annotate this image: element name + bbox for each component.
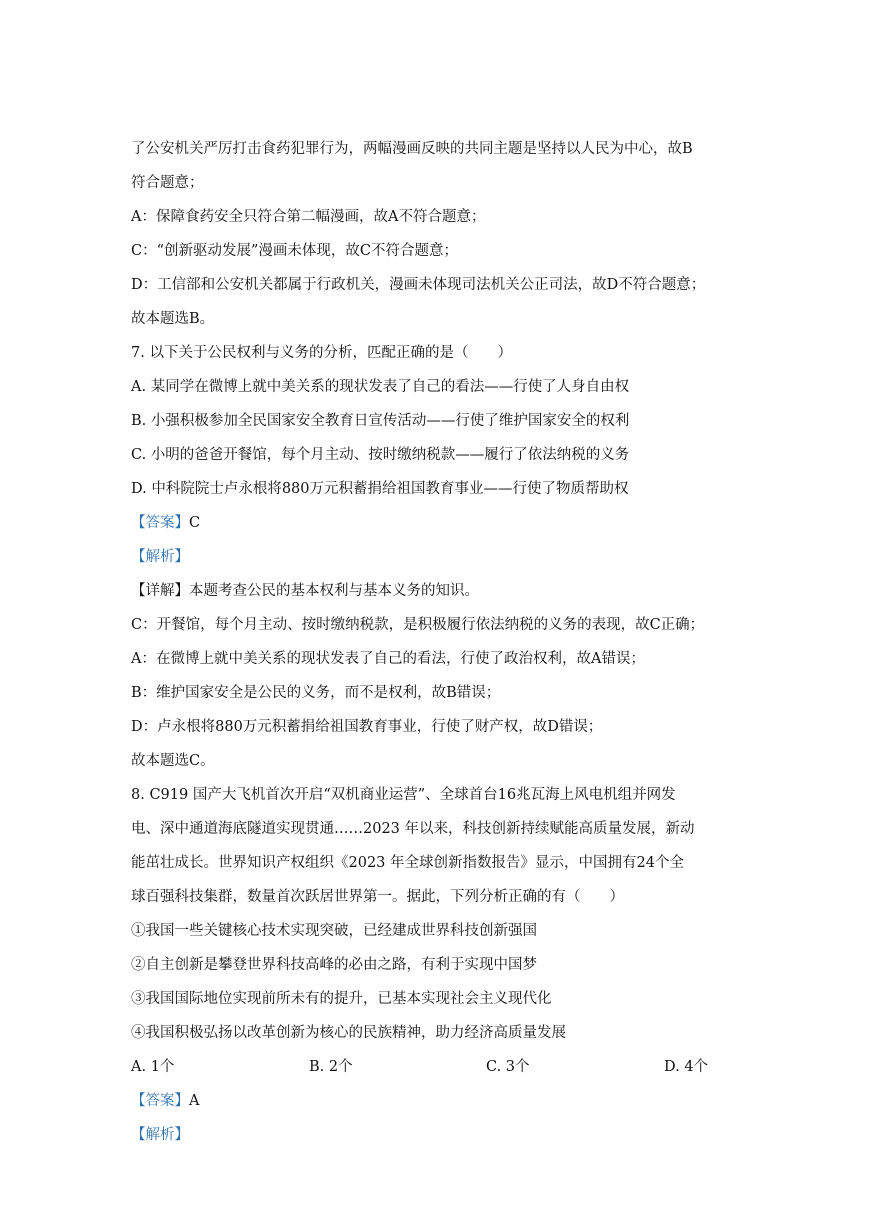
question-8-stem: 电、深中通道海底隧道实现贯通……2023 年以来，科技创新持续赋能高质量发展，新动 bbox=[131, 821, 695, 837]
detail-text: 本题考查公民的基本权利与基本义务的知识。 bbox=[189, 583, 479, 599]
text-line: 故本题选B。 bbox=[131, 311, 215, 327]
question-8-option-a: A. 1个 bbox=[131, 1059, 175, 1075]
analysis-tag: 【解析】 bbox=[131, 549, 189, 565]
text-line: A：在微博上就中美关系的现状发表了自己的看法，行使了政治权利，故A错误； bbox=[131, 651, 645, 667]
question-7-option-c: C. 小明的爸爸开餐馆，每个月主动、按时缴纳税款——履行了依法纳税的义务 bbox=[131, 447, 630, 463]
text-line: A：保障食药安全只符合第二幅漫画，故A不符合题意； bbox=[131, 209, 486, 225]
question-8-statement: ③我国国际地位实现前所未有的提升，已基本实现社会主义现代化 bbox=[131, 991, 552, 1007]
question-7-option-b: B. 小强积极参加全民国家安全教育日宣传活动——行使了维护国家安全的权利 bbox=[131, 413, 630, 429]
question-8-option-b: B. 2个 bbox=[309, 1059, 353, 1075]
question-8-option-c: C. 3个 bbox=[486, 1059, 530, 1075]
question-8-statement: ②自主创新是攀登世界科技高峰的必由之路，有利于实现中国梦 bbox=[131, 957, 537, 973]
answer-tag: 【答案】 bbox=[131, 1093, 189, 1109]
question-8-stem: 球百强科技集群，数量首次跃居世界第一。据此，下列分析正确的有（ ） bbox=[131, 889, 624, 905]
question-7-option-a: A. 某同学在微博上就中美关系的现状发表了自己的看法——行使了人身自由权 bbox=[131, 379, 630, 395]
answer-value: A bbox=[189, 1093, 200, 1109]
question-7-answer bbox=[131, 513, 200, 533]
text-line: 符合题意； bbox=[131, 175, 204, 191]
question-8-answer bbox=[131, 1091, 199, 1111]
text-line: 故本题选C。 bbox=[131, 753, 215, 769]
text-line: C：开餐馆，每个月主动、按时缴纳税款，是积极履行依法纳税的义务的表现，故C正确； bbox=[131, 617, 705, 633]
analysis-tag: 【解析】 bbox=[131, 1127, 189, 1143]
question-8-stem: 8. C919 国产大飞机首次开启“双机商业运营”、全球首台16兆瓦海上风电机组并网发 bbox=[131, 787, 676, 803]
question-7-option-d: D. 中科院院士卢永根将880万元积蓄捐给祖国教育事业——行使了物质帮助权 bbox=[131, 481, 629, 497]
text-line: 了公安机关严厉打击食药犯罪行为，两幅漫画反映的共同主题是坚持以人民为中心，故B bbox=[131, 141, 693, 157]
answer-tag: 【答案】 bbox=[131, 515, 189, 531]
text-line: D：卢永根将880万元积蓄捐给祖国教育事业，行使了财产权，故D错误； bbox=[131, 719, 603, 735]
question-7-analysis-heading bbox=[131, 547, 189, 567]
question-8-option-d: D. 4个 bbox=[664, 1059, 709, 1075]
question-8-statement: ④我国积极弘扬以改革创新为核心的民族精神，助力经济高质量发展 bbox=[131, 1025, 566, 1041]
question-8-stem: 能茁壮成长。世界知识产权组织《2023 年全球创新指数报告》显示，中国拥有24个全 bbox=[131, 855, 684, 871]
question-7-stem: 7. 以下关于公民权利与义务的分析，匹配正确的是（ ） bbox=[131, 345, 512, 361]
detail-tag: 【详解】 bbox=[131, 583, 189, 599]
answer-value: C bbox=[189, 515, 201, 531]
question-7-detail bbox=[131, 581, 479, 601]
question-8-analysis-heading bbox=[131, 1125, 189, 1145]
text-line: C：“创新驱动发展”漫画未体现，故C不符合题意； bbox=[131, 243, 459, 259]
text-line: D：工信部和公安机关都属于行政机关，漫画未体现司法机关公正司法，故D不符合题意； bbox=[131, 277, 706, 293]
question-8-statement: ①我国一些关键核心技术实现突破，已经建成世界科技创新强国 bbox=[131, 923, 537, 939]
text-line: B：维护国家安全是公民的义务，而不是权利，故B错误； bbox=[131, 685, 501, 701]
